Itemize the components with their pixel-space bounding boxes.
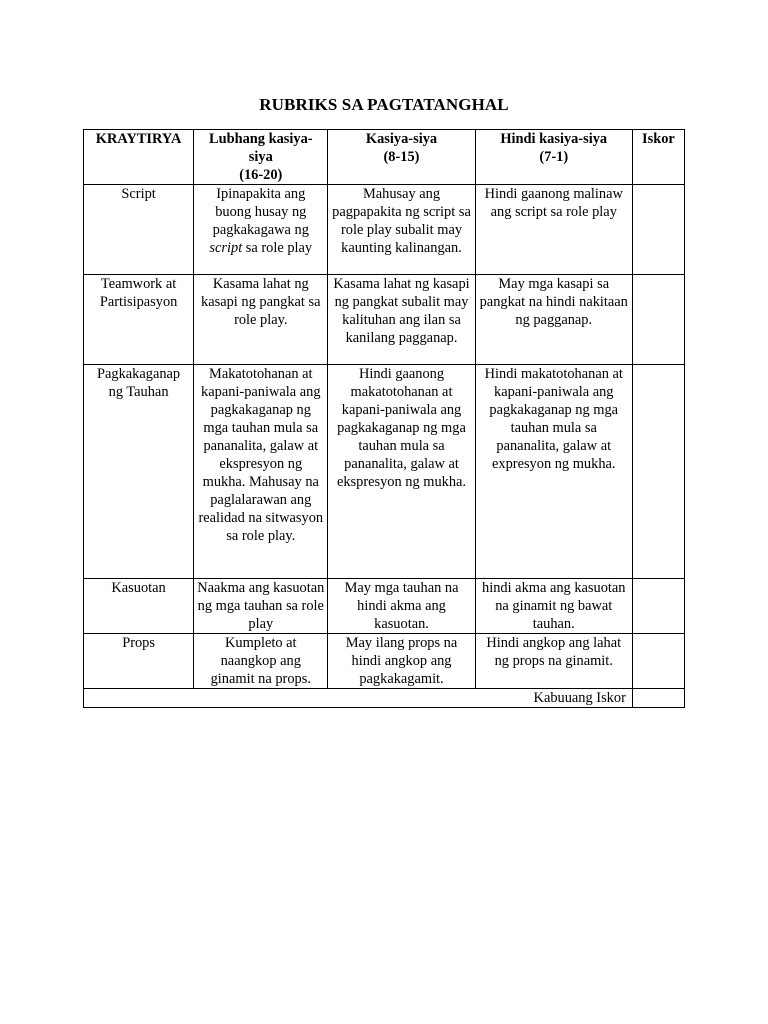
score-cell[interactable] xyxy=(632,634,684,689)
header-level-kasiya-siya: Kasiya-siya (8-15) xyxy=(328,130,475,185)
level2-cell: Hindi gaanong makatotohanan at kapani-paniwala ang pagkakaganap ng mga tauhan mula sa pananalita, galaw at ekspresyon ng mukha. xyxy=(328,365,475,579)
header-level-lubhang-kasiya-siya: Lubhang kasiya- siya (16-20) xyxy=(194,130,328,185)
level3-cell: Hindi gaanong malinaw ang script sa role play xyxy=(475,185,632,275)
level1-cell: Kasama lahat ng kasapi ng pangkat sa role play. xyxy=(194,275,328,365)
criteria-cell: Pagkakaganap ng Tauhan xyxy=(84,365,194,579)
level1-cell: Makatotohanan at kapani-paniwala ang pagkakaganap ng mga tauhan mula sa pananalita, galaw at ekspresyon ng mukha. Mahusay na paglalarawan ang realidad na sitwasyon sa role play. xyxy=(194,365,328,579)
header-score: Iskor xyxy=(632,130,684,185)
criteria-cell: Teamwork at Partisipasyon xyxy=(84,275,194,365)
score-cell[interactable] xyxy=(632,185,684,275)
criteria-cell: Props xyxy=(84,634,194,689)
criteria-cell: Script xyxy=(84,185,194,275)
score-cell[interactable] xyxy=(632,579,684,634)
criteria-cell: Kasuotan xyxy=(84,579,194,634)
level2-cell: Mahusay ang pagpapakita ng script sa role play subalit may kaunting kalinangan. xyxy=(328,185,475,275)
rubric-table xyxy=(83,129,685,708)
level2-cell: May mga tauhan na hindi akma ang kasuotan. xyxy=(328,579,475,634)
level1-cell: Naakma ang kasuotan ng mga tauhan sa role play xyxy=(194,579,328,634)
table-row-pagkakaganap xyxy=(84,365,685,579)
level3-cell: hindi akma ang kasuotan na ginamit ng bawat tauhan. xyxy=(475,579,632,634)
level3-cell: Hindi makatotohanan at kapani-paniwala ang pagkakaganap ng mga tauhan mula sa pananalita, galaw at expresyon ng mukha. xyxy=(475,365,632,579)
header-row xyxy=(84,130,685,185)
level1-cell: Ipinapakita ang buong husay ng pagkakagawa ng script sa role play xyxy=(194,185,328,275)
table-row-kasuotan xyxy=(84,579,685,634)
score-cell[interactable] xyxy=(632,275,684,365)
header-level-hindi-kasiya-siya: Hindi kasiya-siya (7-1) xyxy=(475,130,632,185)
total-score-cell[interactable] xyxy=(632,689,684,708)
level3-cell: May mga kasapi sa pangkat na hindi nakitaan ng pagganap. xyxy=(475,275,632,365)
document-title: RUBRIKS SA PAGTATANGHAL xyxy=(259,95,509,114)
total-row xyxy=(84,689,685,708)
level2-cell: Kasama lahat ng kasapi ng pangkat subalit may kalituhan ang ilan sa kanilang pagganap. xyxy=(328,275,475,365)
score-cell[interactable] xyxy=(632,365,684,579)
table-row-props xyxy=(84,634,685,689)
table-row-teamwork xyxy=(84,275,685,365)
level3-cell: Hindi angkop ang lahat ng props na ginamit. xyxy=(475,634,632,689)
level2-cell: May ilang props na hindi angkop ang pagkakagamit. xyxy=(328,634,475,689)
total-label: Kabuuang Iskor xyxy=(84,689,633,708)
level1-cell: Kumpleto at naangkop ang ginamit na props. xyxy=(194,634,328,689)
table-row-script xyxy=(84,185,685,275)
header-criteria: KRAYTIRYA xyxy=(84,130,194,185)
